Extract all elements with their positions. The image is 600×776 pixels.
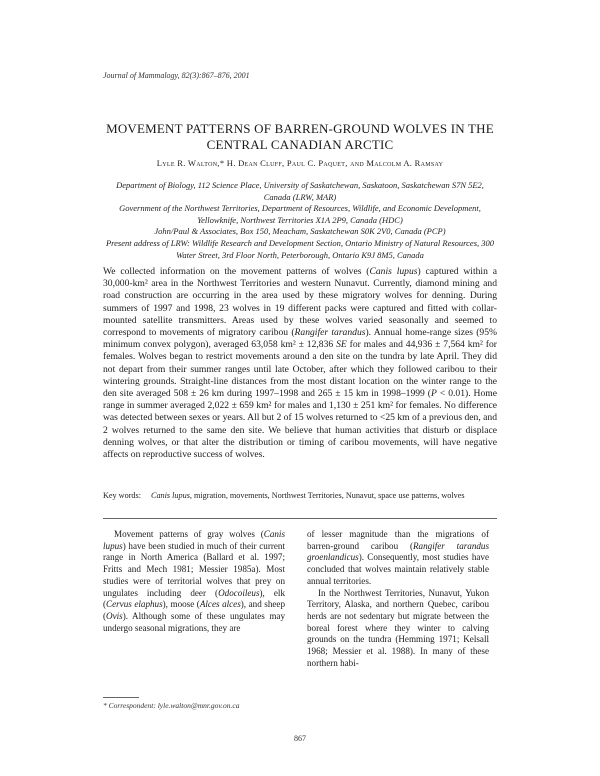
affiliation-4: Present address of LRW: Wildlife Research and Development Section, Ontario Ministry of Natural Resources, 300 Water Street, 3rd Floor North, Peterborough, Ontario K9J 8M5, Canada: [105, 237, 495, 260]
body-italic: Rangifer tarandus groenlandicus: [307, 540, 490, 563]
footnote-divider: [103, 697, 139, 698]
affiliation-1: Department of Biology, 112 Science Place, University of Saskatchewan, Saskatoon, Saskatchewan S7N 5E2, Canada (LRW, MAR): [116, 180, 484, 202]
body-text: ) have been studied in much of their current range in North America (Ballard et al. 1997; Fritts and Mech 1981; Messier 1985a). Most studies were of territorial wolves that prey on ungulates including deer (: [103, 540, 285, 598]
title-line-1: MOVEMENT PATTERNS OF BARREN-GROUND WOLVES IN THE: [106, 121, 494, 136]
author-list: Lyle R. Walton,* H. Dean Cluff, Paul C. Paquet, and Malcolm A. Ramsay: [156, 158, 444, 168]
abstract-italic: Rangifer tarandus: [294, 327, 366, 339]
correspondent-footnote: * Correspondent: lyle.walton@mnr.gov.on.ca: [103, 701, 240, 710]
body-italic: Ovis: [106, 610, 123, 621]
body-italic: Cervus elaphus: [106, 599, 163, 610]
abstract-italic: SE: [336, 339, 347, 351]
body-italic: Canis lupus: [103, 529, 285, 551]
keywords-text: migration, movements, Northwest Territories, Nunavut, space use patterns, wolves: [191, 491, 465, 500]
body-paragraph: In the Northwest Territories, Nunavut, Yukon Territory, Alaska, and northern Quebec, caribou herds are not sedentary but migrate between the boreal forest where they winter to calving grounds on the tundra (Hemming 1971; Kelsall 1968; Messier et al. 1988). In many of these northern habi-: [307, 587, 489, 668]
abstract-italic: Canis lupus: [369, 266, 418, 277]
body-italic: Alces alces: [199, 599, 241, 610]
keywords-italic: Canis lupus,: [150, 491, 192, 500]
body-text: Movement patterns of gray wolves (: [114, 529, 264, 539]
keywords-label: Key words:: [103, 491, 141, 500]
abstract-text: < 0.01). Home range in summer averaged 2,022 ± 659 km² for males and 1,130 ± 251 km² for females. No difference was detected between sexes or years. All but 2 of 15 wolves returned to <25 km of a previous den, and 2 wolves returned to the same den site. We believe that human activities that disturb or displace denning wolves, or that alter the distribution or timing of caribou movements, will have negative affects on reproductive success of wolves.: [103, 388, 497, 461]
body-text: ). Although some of these ungulates may undergo seasonal migrations, they are: [103, 610, 285, 633]
body-paragraph: [103, 529, 285, 634]
affiliation-3: John/Paul & Associates, Box 150, Meacham, Saskatchewan S0K 2V0, Canada (PCP): [154, 226, 446, 237]
affiliations: [103, 180, 497, 261]
body-italic: Odocoileus: [218, 587, 260, 598]
paper-title: [60, 121, 540, 153]
affiliation-2: Government of the Northwest Territories, Department of Resources, Wildlife, and Economic Development, Yellowknife, Northwest Territories X1A 2P9, Canada (HDC): [119, 203, 481, 225]
abstract: [103, 266, 497, 461]
body-text: ), moose (: [162, 599, 200, 610]
abstract-italic: P: [431, 388, 437, 400]
abstract-text: We collected information on the movement patterns of wolves (: [103, 266, 370, 277]
abstract-text: ) captured within a 30,000-km² area in the Northwest Territories and western Nunavut. Currently, diamond mining and road construction are occurring in the area used by these migratory wolves for denning. During summers of 1997 and 1998, 23 wolves in 19 different packs were captured and fitted with collar-mounted satellite transmitters. Areas used by these wolves varied seasonally and seemed to correspond to movements of migratory caribou (: [103, 266, 497, 339]
abstract-text: for males and 44,936 ± 7,564 km² for females. Wolves began to restrict movements around a den site on the tundra by late April. They did not depart from their summer ranges until late October, after which they followed caribou to their wintering grounds. Straight-line distances from the most distant location on the winter range to the den site averaged 508 ± 26 km during 1997–1998 and 265 ± 15 km in 1998–1999 (: [103, 339, 497, 400]
body-text: ), and sheep (: [103, 599, 286, 621]
body-text: ). Consequently, most studies have concluded that wolves maintain relatively stable annual territories.: [307, 552, 489, 586]
body-column-right: [307, 529, 489, 669]
body-paragraph: [307, 529, 489, 588]
body-column-left: [103, 529, 285, 634]
page-number: 867: [294, 734, 306, 743]
title-line-2: CENTRAL CANADIAN ARCTIC: [206, 137, 394, 152]
abstract-text: ). Annual home-range sizes (95% minimum convex polygon), averaged 63,058 km² ± 12,836: [103, 327, 497, 351]
keywords: [103, 490, 497, 501]
body-text: of lesser magnitude than the migrations of barren-ground caribou (: [307, 529, 489, 551]
body-text: ), elk (: [103, 587, 285, 610]
section-divider: [103, 518, 497, 519]
journal-reference: Journal of Mammalogy, 82(3):867–876, 2001: [103, 71, 250, 80]
